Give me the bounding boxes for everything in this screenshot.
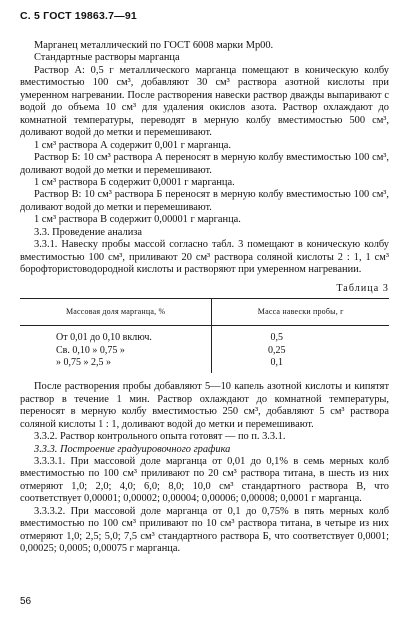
table-cell-mass: 0,5 <box>270 332 283 344</box>
paragraph-3-3-2: 3.3.2. Раствор контрольного опыта готовят — по п. 3.3.1. <box>34 431 286 443</box>
paragraph-3-3-1: 3.3.1. Навеску пробы массой согласно табл. 3 помещают в коническую колбу вместимостью 100 см³, приливают 20 см³ раствора соляной кислоты 2 : 1, 1 см³ борофтористоводородной кислоты и растворяют при умеренном нагревании. <box>20 239 389 276</box>
table-header-mass-fraction: Массовая доля марганца, % <box>20 299 212 326</box>
page-header: С. 5 ГОСТ 19863.7—91 <box>20 10 137 22</box>
paragraph-standard-solutions: Стандартные растворы марганца <box>34 52 180 64</box>
paragraph-solution-b: Раствор Б: 10 см³ раствора А переносят в мерную колбу вместимостью 100 см³, доливают водой до метки и перемешивают. <box>20 152 389 176</box>
document-body <box>20 40 389 556</box>
table-row <box>20 326 389 345</box>
table-row <box>20 357 389 373</box>
paragraph-3-3-3-2: 3.3.3.2. При массовой доле марганца от 0,1 до 0,75% в пять мерных колб вместимостью по 100 см³ приливают по 10 см³ раствора титана, в четыре из них отмеряют 1,0; 2,5; 5,0; 7,5 см³ стандартного раствора Б, что соответствует 0,0001; 0,00025; 0,0005; 0,00075 г марганца. <box>20 505 389 555</box>
paragraph-solution-b-content: 1 см³ раствора Б содержит 0,0001 г марганца. <box>34 176 235 188</box>
section-heading-analysis: 3.3. Проведение анализа <box>34 226 142 238</box>
paragraph-manganese-grade: Марганец металлический по ГОСТ 6008 марки Мр00. <box>34 40 274 51</box>
table-header-sample-mass: Масса навески пробы, г <box>212 299 389 326</box>
table-cell-mass: 0,1 <box>270 356 283 368</box>
table-cell-range: Св. 0,10 » 0,75 » <box>20 345 212 357</box>
table-cell-range: » 0,75 » 2,5 » <box>20 357 212 373</box>
paragraph-solution-v: Раствор В: 10 см³ раствора Б переносят в мерную колбу вместимостью 100 см³, доливают водой до метки и перемешивают. <box>20 189 389 213</box>
paragraph-after-dissolution: После растворения пробы добавляют 5—10 капель азотной кислоты и кипятят раствор в течение 1 мин. Раствор охлаждают до комнатной температуры, переносят в мерную колбу вместимостью 250 см³, добавляют 5 см³ раствора соляной кислоты 1 : 1, доливают водой до метки и перемешивают. <box>20 381 389 430</box>
table-title: Таблица 3 <box>336 282 389 294</box>
heading-3-3-3: 3.3.3. Построение градуировочного графика <box>34 443 231 455</box>
paragraph-solution-a-content: 1 см³ раствора А содержит 0,001 г марганца. <box>34 139 232 151</box>
paragraph-solution-v-content: 1 см³ раствора В содержит 0,00001 г марганца. <box>34 214 241 226</box>
sample-mass-table <box>20 298 389 373</box>
table-row <box>20 345 389 357</box>
paragraph-solution-a: Раствор А: 0,5 г металлического марганца помещают в коническую колбу вместимостью 100 см³, добавляют 30 см³ раствора азотной кислоты при умеренном нагревании. После растворения навески раствор дважды выпаривают с водой до объема 10 см³ для удаления окислов азота. Раствор охлаждают до комнатной температуры, переводят в мерную колбу вместимостью 500 см³, доливают водой до метки и перемешивают. <box>20 64 389 139</box>
table-cell-range: От 0,01 до 0,10 включ. <box>20 326 212 345</box>
table-cell-mass: 0,25 <box>267 344 286 356</box>
page-number: 56 <box>20 596 32 607</box>
paragraph-3-3-3-1: 3.3.3.1. При массовой доле марганца от 0,01 до 0,1% в семь мерных колб вместимостью по 100 см³ приливают по 20 см³ раствора титана, в шесть из них отмеряют 1,0; 2,0; 4,0; 6,0; 8,0; 10,0 см³ стандартного раствора В, что соответствует 0,00001; 0,00002; 0,00004; 0,00006; 0,00008; 0,0001 г марганца. <box>20 455 389 505</box>
